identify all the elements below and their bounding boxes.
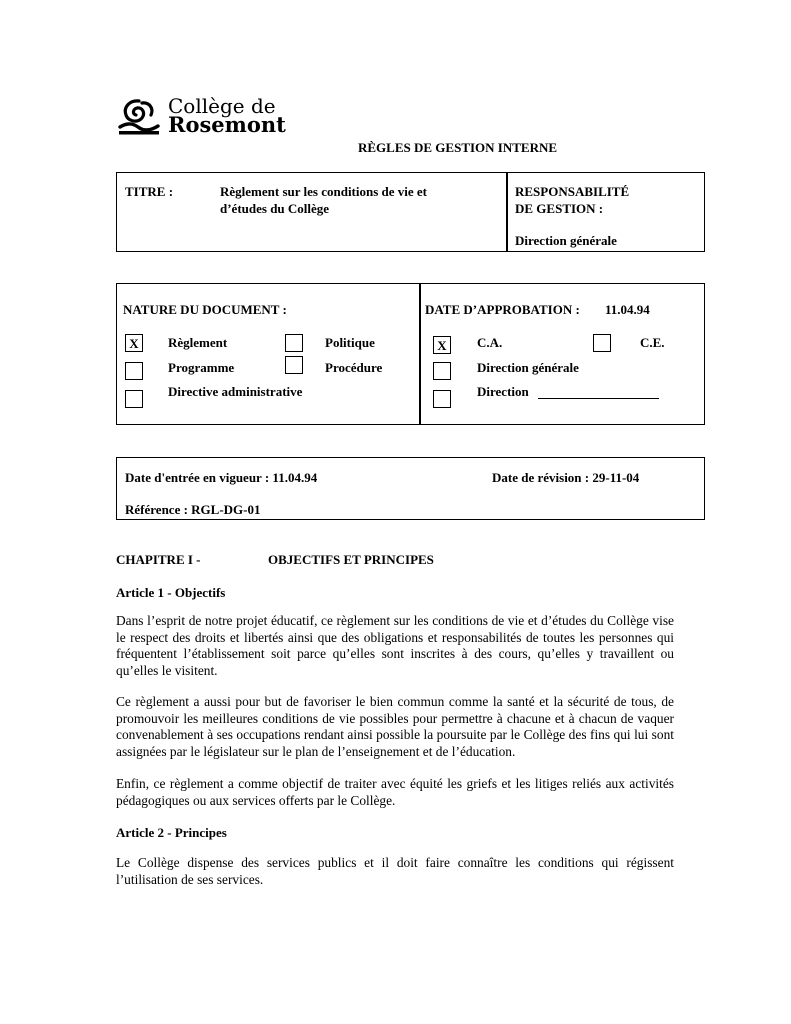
resp-line1: RESPONSABILITÉ xyxy=(515,184,630,199)
checkbox-programme[interactable] xyxy=(125,362,143,380)
nature-box-divider xyxy=(419,284,421,424)
logo-line2: Rosemont xyxy=(168,112,286,137)
label-direction-generale: Direction générale xyxy=(477,360,579,375)
checkbox-ca[interactable]: X xyxy=(433,336,451,354)
approval-date-label: DATE D’APPROBATION : xyxy=(425,302,580,317)
article1-paragraph3: Enfin, ce règlement a comme objectif de traiter avec équité les griefs et les litiges reliés aux activités pédagogiques ou aux services offerts par le Collège. xyxy=(116,776,674,808)
nature-label: NATURE DU DOCUMENT : xyxy=(123,302,287,317)
college-logo xyxy=(116,94,286,137)
article1-paragraph2: Ce règlement a aussi pour but de favoriser le bien commun comme la santé et la sécurité de tous, de promouvoir les meilleures conditions de vie possibles pour permettre à chacune et à chacun de vaquer convenablement à ses occupations rendant ainsi possible la poursuite par le Collège des fins qui lui sont assignées par le législateur sur le plan de l’enseignement et de l’éducation. xyxy=(116,694,674,759)
label-direction: Direction xyxy=(477,384,529,399)
article2-paragraph1: Le Collège dispense des services publics et il doit faire connaître les conditions qui régissent l’utilisation de ses services. xyxy=(116,855,674,887)
label-programme: Programme xyxy=(168,360,235,375)
label-procedure: Procédure xyxy=(325,360,383,375)
dates-box xyxy=(116,457,705,520)
article2-title: Article 2 - Principes xyxy=(116,825,227,840)
checkbox-ce[interactable] xyxy=(593,334,611,352)
direction-blank-line xyxy=(538,398,659,399)
titre-line2: d’études du Collège xyxy=(220,201,330,216)
title-box-divider xyxy=(506,173,508,251)
checkbox-direction[interactable] xyxy=(433,390,451,408)
resp-line2: DE GESTION : xyxy=(515,201,604,216)
label-ce: C.E. xyxy=(640,335,665,350)
label-ca: C.A. xyxy=(477,335,503,350)
label-reglement: Règlement xyxy=(168,335,228,350)
resp-value: Direction générale xyxy=(515,233,617,248)
approval-date-value: 11.04.94 xyxy=(605,302,650,317)
page-heading: RÈGLES DE GESTION INTERNE xyxy=(358,140,558,155)
titre-label: TITRE : xyxy=(125,184,174,199)
logo-line1: Collège de xyxy=(168,94,276,118)
chapter-title: OBJECTIFS ET PRINCIPES xyxy=(268,552,434,567)
college-emblem-icon xyxy=(116,97,162,137)
article1-paragraph1: Dans l’esprit de notre projet éducatif, ce règlement sur les conditions de vie et d’études du Collège vise le respect des droits et libertés ainsi que des obligations et responsabilités de toutes les personnes qui fréquentent l’établissement soit parce qu’elles sont inscrites à des cours, qu’elles y travaillent ou qu’elles le visitent. xyxy=(116,613,674,678)
chapter-number: CHAPITRE I - xyxy=(116,552,201,567)
title-box xyxy=(116,172,705,252)
label-politique: Politique xyxy=(325,335,375,350)
label-directive: Directive administrative xyxy=(168,384,303,399)
titre-line1: Règlement sur les conditions de vie et xyxy=(220,184,428,199)
checkbox-direction-generale[interactable] xyxy=(433,362,451,380)
checkbox-procedure[interactable] xyxy=(285,356,303,374)
checkbox-reglement[interactable]: X xyxy=(125,334,143,352)
checkbox-directive[interactable] xyxy=(125,390,143,408)
document-nature-box xyxy=(116,283,705,425)
checkbox-politique[interactable] xyxy=(285,334,303,352)
reference: Référence : RGL-DG-01 xyxy=(125,502,261,517)
article1-title: Article 1 - Objectifs xyxy=(116,585,226,600)
revision-date: Date de révision : 29-11-04 xyxy=(492,470,640,485)
effective-date: Date d'entrée en vigueur : 11.04.94 xyxy=(125,470,318,485)
